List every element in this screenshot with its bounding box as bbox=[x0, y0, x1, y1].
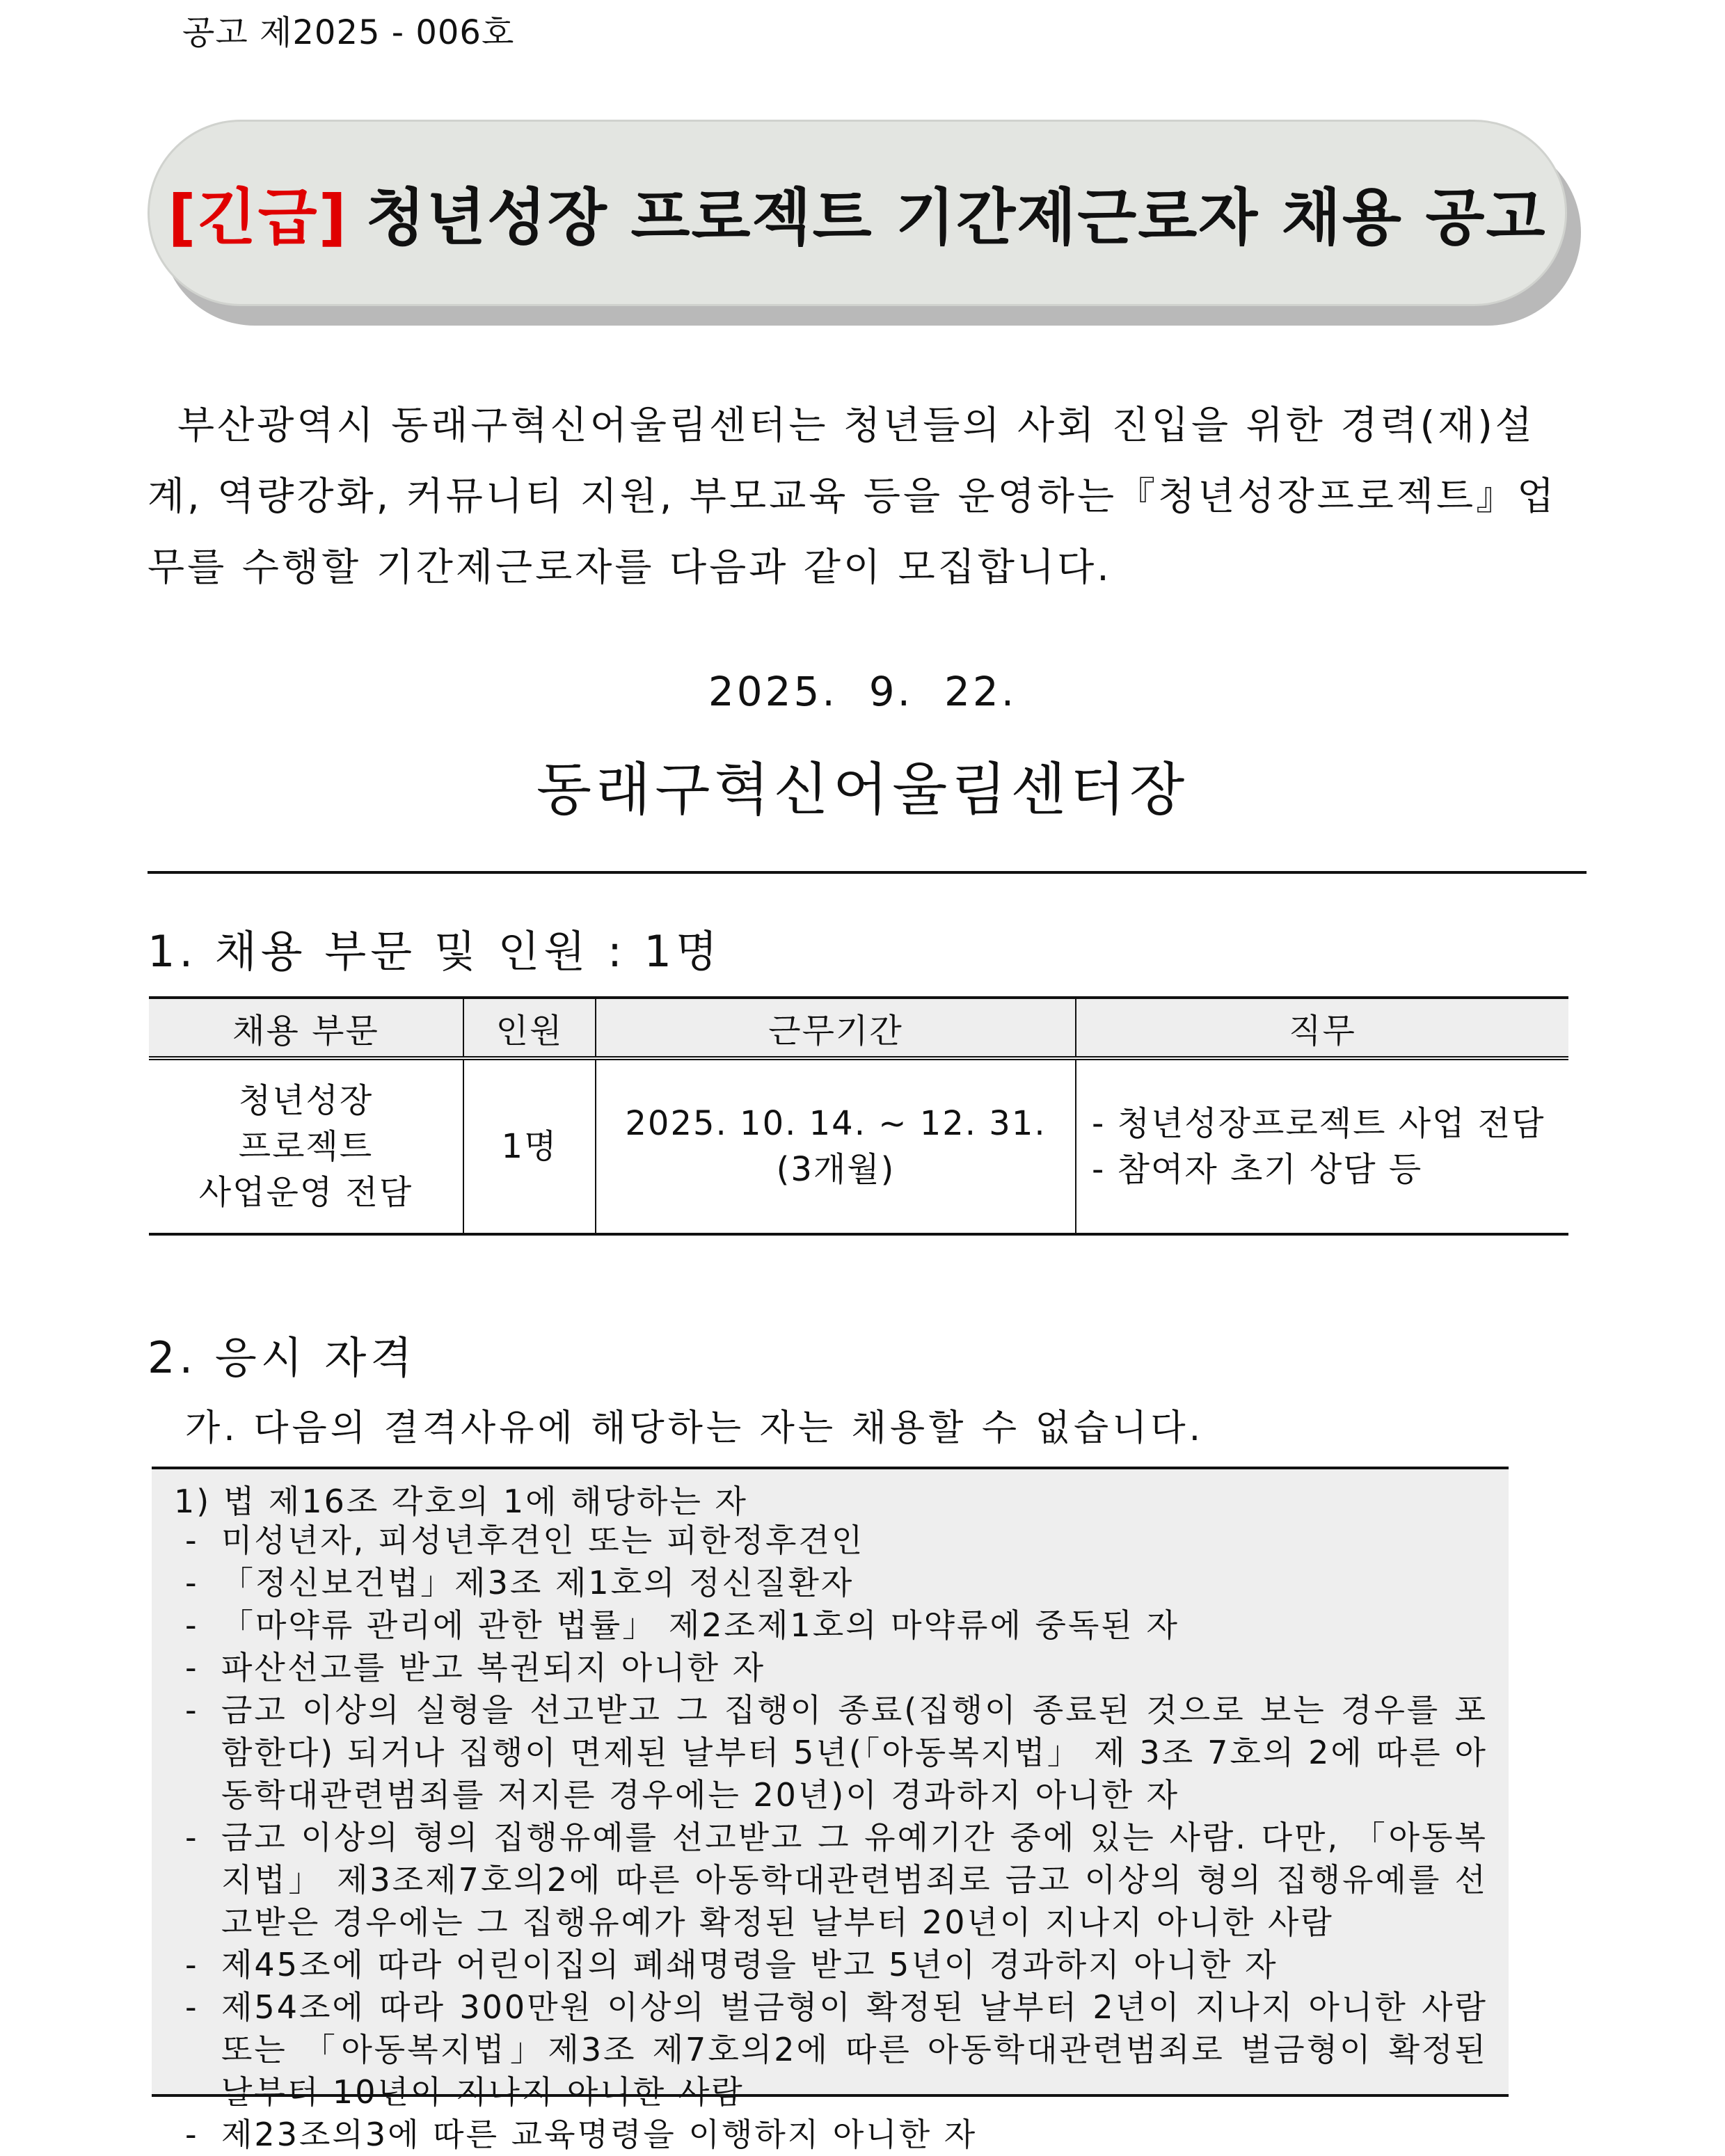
duty-cell bbox=[1076, 1058, 1568, 1234]
list-item: - 제54조에 따라 300만원 이상의 벌금형이 확정된 날부터 2년이 지나지 아니한 사람 또는 「아동복지법」제3조 제7호의2에 따른 아동학대관련범죄로 벌금형이 확정된 날부터 10년이 지나지 아니한 사람 bbox=[185, 1986, 1488, 2114]
intro-line: 부산광역시 동래구혁신어울림센터는 청년들의 사회 진입을 위한 경력(재)설 bbox=[148, 403, 1535, 447]
intro-paragraph bbox=[148, 390, 1581, 602]
urgent-label: [긴급] bbox=[168, 182, 348, 253]
table-row bbox=[149, 1058, 1568, 1234]
subsection-a-text: 가. 다음의 결격사유에 해당하는 자는 채용할 수 없습니다. bbox=[185, 1407, 1205, 1449]
section2-heading: 2. 응시 자격 bbox=[148, 1332, 417, 1383]
disqualification-heading: 1) 법 제16조 각호의 1에 해당하는 자 bbox=[174, 1483, 748, 1520]
column-header: 근무기간 bbox=[596, 998, 1076, 1058]
period-line: (3개월) bbox=[776, 1150, 896, 1189]
recruitment-table bbox=[149, 996, 1568, 1236]
dept-line: 사업운영 전담 bbox=[198, 1173, 413, 1212]
period-cell bbox=[596, 1058, 1076, 1234]
list-item: - 「정신보건법」제3조 제1호의 정신질환자 bbox=[185, 1562, 1488, 1604]
list-item: - 금고 이상의 실형을 선고받고 그 집행이 종료(집행이 종료된 것으로 보는 경우를 포함한다) 되거나 집행이 면제된 날부터 5년(「아동복지법」 제 3조 7호의 2에 따른 아동학대관련범죄를 저지른 경우에는 20년)이 경과하지 아니한 자 bbox=[185, 1689, 1488, 1816]
dept-line: 청년성장 bbox=[238, 1081, 374, 1120]
section1-heading: 1. 채용 부문 및 인원 : 1명 bbox=[148, 926, 722, 977]
list-item: - 「마약류 관리에 관한 법률」 제2조제1호의 마약류에 중독된 자 bbox=[185, 1604, 1488, 1647]
list-item: - 제45조에 따라 어린이집의 폐쇄명령을 받고 5년이 경과하지 아니한 자 bbox=[185, 1944, 1488, 1986]
divider bbox=[148, 871, 1587, 874]
disqualification-box bbox=[152, 1467, 1509, 2153]
list-item: - 금고 이상의 형의 집행유예를 선고받고 그 유예기간 중에 있는 사람. 다만, 「아동복지법」 제3조제7호의2에 따른 아동학대관련범죄로 금고 이상의 형의 집행유예를 선고받은 경우에는 그 집행유예가 확정된 날부터 20년이 지나지 아니한 사람 bbox=[185, 1816, 1488, 1944]
notice-date: 2025. 9. 22. bbox=[708, 668, 1017, 715]
organization-name: 동래구혁신어울림센터장 bbox=[536, 757, 1189, 823]
duty-line: - 참여자 초기 상담 등 bbox=[1092, 1150, 1423, 1189]
intro-line: 계, 역량강화, 커뮤니티 지원, 부모교육 등을 운영하는『청년성장프로젝트』업 bbox=[148, 474, 1557, 518]
table-header-row bbox=[149, 998, 1568, 1058]
list-item: - 제23조의3에 따른 교육명령을 이행하지 아니한 자 bbox=[185, 2114, 1488, 2156]
count-cell: 1명 bbox=[463, 1058, 596, 1234]
column-header: 직무 bbox=[1076, 998, 1568, 1058]
intro-line: 무를 수행할 기간제근로자를 다음과 같이 모집합니다. bbox=[148, 545, 1112, 589]
dept-line: 프로젝트 bbox=[238, 1127, 374, 1166]
column-header: 채용 부문 bbox=[149, 998, 463, 1058]
duty-line: - 청년성장프로젝트 사업 전담 bbox=[1092, 1104, 1545, 1143]
list-item: - 미성년자, 피성년후견인 또는 피한정후견인 bbox=[185, 1519, 1488, 1562]
column-header: 인원 bbox=[463, 998, 596, 1058]
period-line: 2025. 10. 14. ~ 12. 31. bbox=[625, 1104, 1047, 1143]
page-title: 청년성장 프로젝트 기간제근로자 채용 공고 bbox=[365, 182, 1547, 253]
title-banner bbox=[148, 120, 1567, 306]
list-item: - 파산선고를 받고 복권되지 아니한 자 bbox=[185, 1647, 1488, 1689]
notice-number: 공고 제2025 - 006호 bbox=[182, 13, 515, 52]
dept-cell bbox=[149, 1058, 463, 1234]
disqualification-list bbox=[185, 1519, 1488, 2156]
